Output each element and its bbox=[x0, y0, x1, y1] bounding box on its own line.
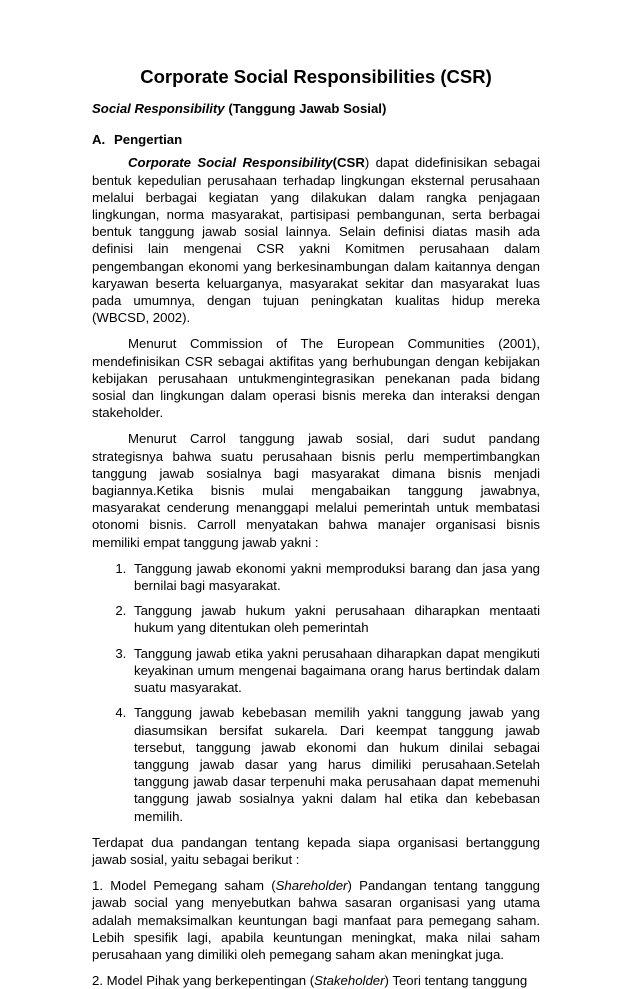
csr-abbr: (CSR bbox=[332, 155, 365, 171]
subtitle-italic: Social Responsibility bbox=[92, 101, 225, 116]
subtitle-rest: (Tanggung Jawab Sosial) bbox=[224, 101, 387, 116]
model1-italic: Shareholder bbox=[275, 878, 348, 894]
paragraph-shareholder-model bbox=[92, 877, 540, 963]
list-item: 2. Tanggung jawab hukum yakni perusahaan diharapkan mentaati hukum yang ditentukan oleh pemerintah bbox=[130, 602, 540, 636]
paragraph-carrol: Menurut Carrol tanggung jawab sosial, dari sudut pandang strategisnya bahwa suatu perusahaan bisnis perlu mempertimbangkan tanggung jawab sosialnya bagi masyarakat dimana bisnis menjadi bagiannya.Ketika bisnis mulai mengabaikan tanggung jawabnya, masyarakat cenderung menanggapi melalui pemerintah untuk membatasi otonomi bisnis. Carroll menyatakan bahwa manajer organisasi bisnis memiliki empat tanggung jawab yakni : bbox=[92, 431, 540, 550]
paragraph-csr-definition bbox=[92, 154, 540, 326]
csr-term: Corporate Social Responsibility bbox=[128, 155, 333, 171]
model2-prefix: 2. Model Pihak yang berkepentingan ( bbox=[92, 973, 315, 989]
section-heading-a bbox=[92, 131, 540, 148]
section-number: A. bbox=[92, 132, 106, 148]
model2-text: ) Teori tentang tanggung bbox=[384, 973, 528, 989]
list-item: 4. Tanggung jawab kebebasan memilih yakni tanggung jawab yang diasumsikan bersifat sukarela. Dari keempat tanggung jawab tersebut, tanggung jawab ekonomi dan hukum dinilai sebagai tanggung jawab dasar yang harus dimiliki perusahaan.Setelah tanggung jawab dasar terpenuhi maka perusahaan dapat memenuhi tanggung jawab sosialnya yakni dalam hal etika dan kebebasan memilih. bbox=[130, 704, 540, 824]
section-label: Pengertian bbox=[114, 132, 183, 148]
model1-prefix: 1. Model Pemegang saham ( bbox=[92, 878, 276, 894]
subtitle bbox=[92, 100, 540, 117]
list-item: 1. Tanggung jawab ekonomi yakni memproduksi barang dan jasa yang bernilai bagi masyarakat. bbox=[130, 560, 540, 594]
model2-italic: Stakeholder bbox=[314, 973, 385, 989]
responsibility-list bbox=[92, 560, 540, 825]
model1-text: ) Pandangan tentang tanggung jawab social yang menyebutkan bahwa sasaran organisasi yang utama adalah memaksimalkan keuntungan bagi manfaat para pemegang saham. Lebih spesifik lagi, apabila keuntungan meningkat, maka nilai saham perusahaan yang dimiliki oleh pemegang saham akan meningkat juga. bbox=[92, 878, 540, 962]
paragraph-two-views: Terdapat dua pandangan tentang kepada siapa organisasi bertanggung jawab sosial, yaitu sebagai berikut : bbox=[92, 834, 540, 867]
list-item: 3. Tanggung jawab etika yakni perusahaan diharapkan dapat mengikuti keyakinan umum mengenai bagaimana orang harus bertindak dalam suatu masyarakat. bbox=[130, 645, 540, 697]
document-title: Corporate Social Responsibilities (CSR) bbox=[140, 66, 492, 87]
paragraph-1-text: ) dapat didefinisikan sebagai bentuk kepedulian perusahaan terhadap lingkungan eksternal perusahaan melalui berbagai kegiatan yang dilakukan dalam rangka penjagaan lingkungan, norma masyarakat, partisipasi pembangunan, serta berbagai bentuk tanggung jawab sosial lainnya. Selain definisi diatas masih ada definisi lain mengenai CSR yakni Komitmen perusahaan dalam pengembangan ekonomi yang berkesinambungan dalam kaitannya dengan karyawan beserta keluarganya, masyarakat sekitar dan masyarakat luas pada umumnya, dengan tujuan peningkatan kualitas hidup mereka (WBCSD, 2002). bbox=[92, 155, 541, 326]
paragraph-stakeholder-model bbox=[92, 972, 540, 989]
paragraph-european-commission: Menurut Commission of The European Communities (2001), mendefinisikan CSR sebagai aktifitas yang berhubungan dengan kebijakan kebijakan perusahaan untukmengintegrasikan penekanan pada bidang sosial dan lingkungan dalam operasi bisnis mereka dan interaksi dengan stakeholder. bbox=[92, 336, 540, 421]
